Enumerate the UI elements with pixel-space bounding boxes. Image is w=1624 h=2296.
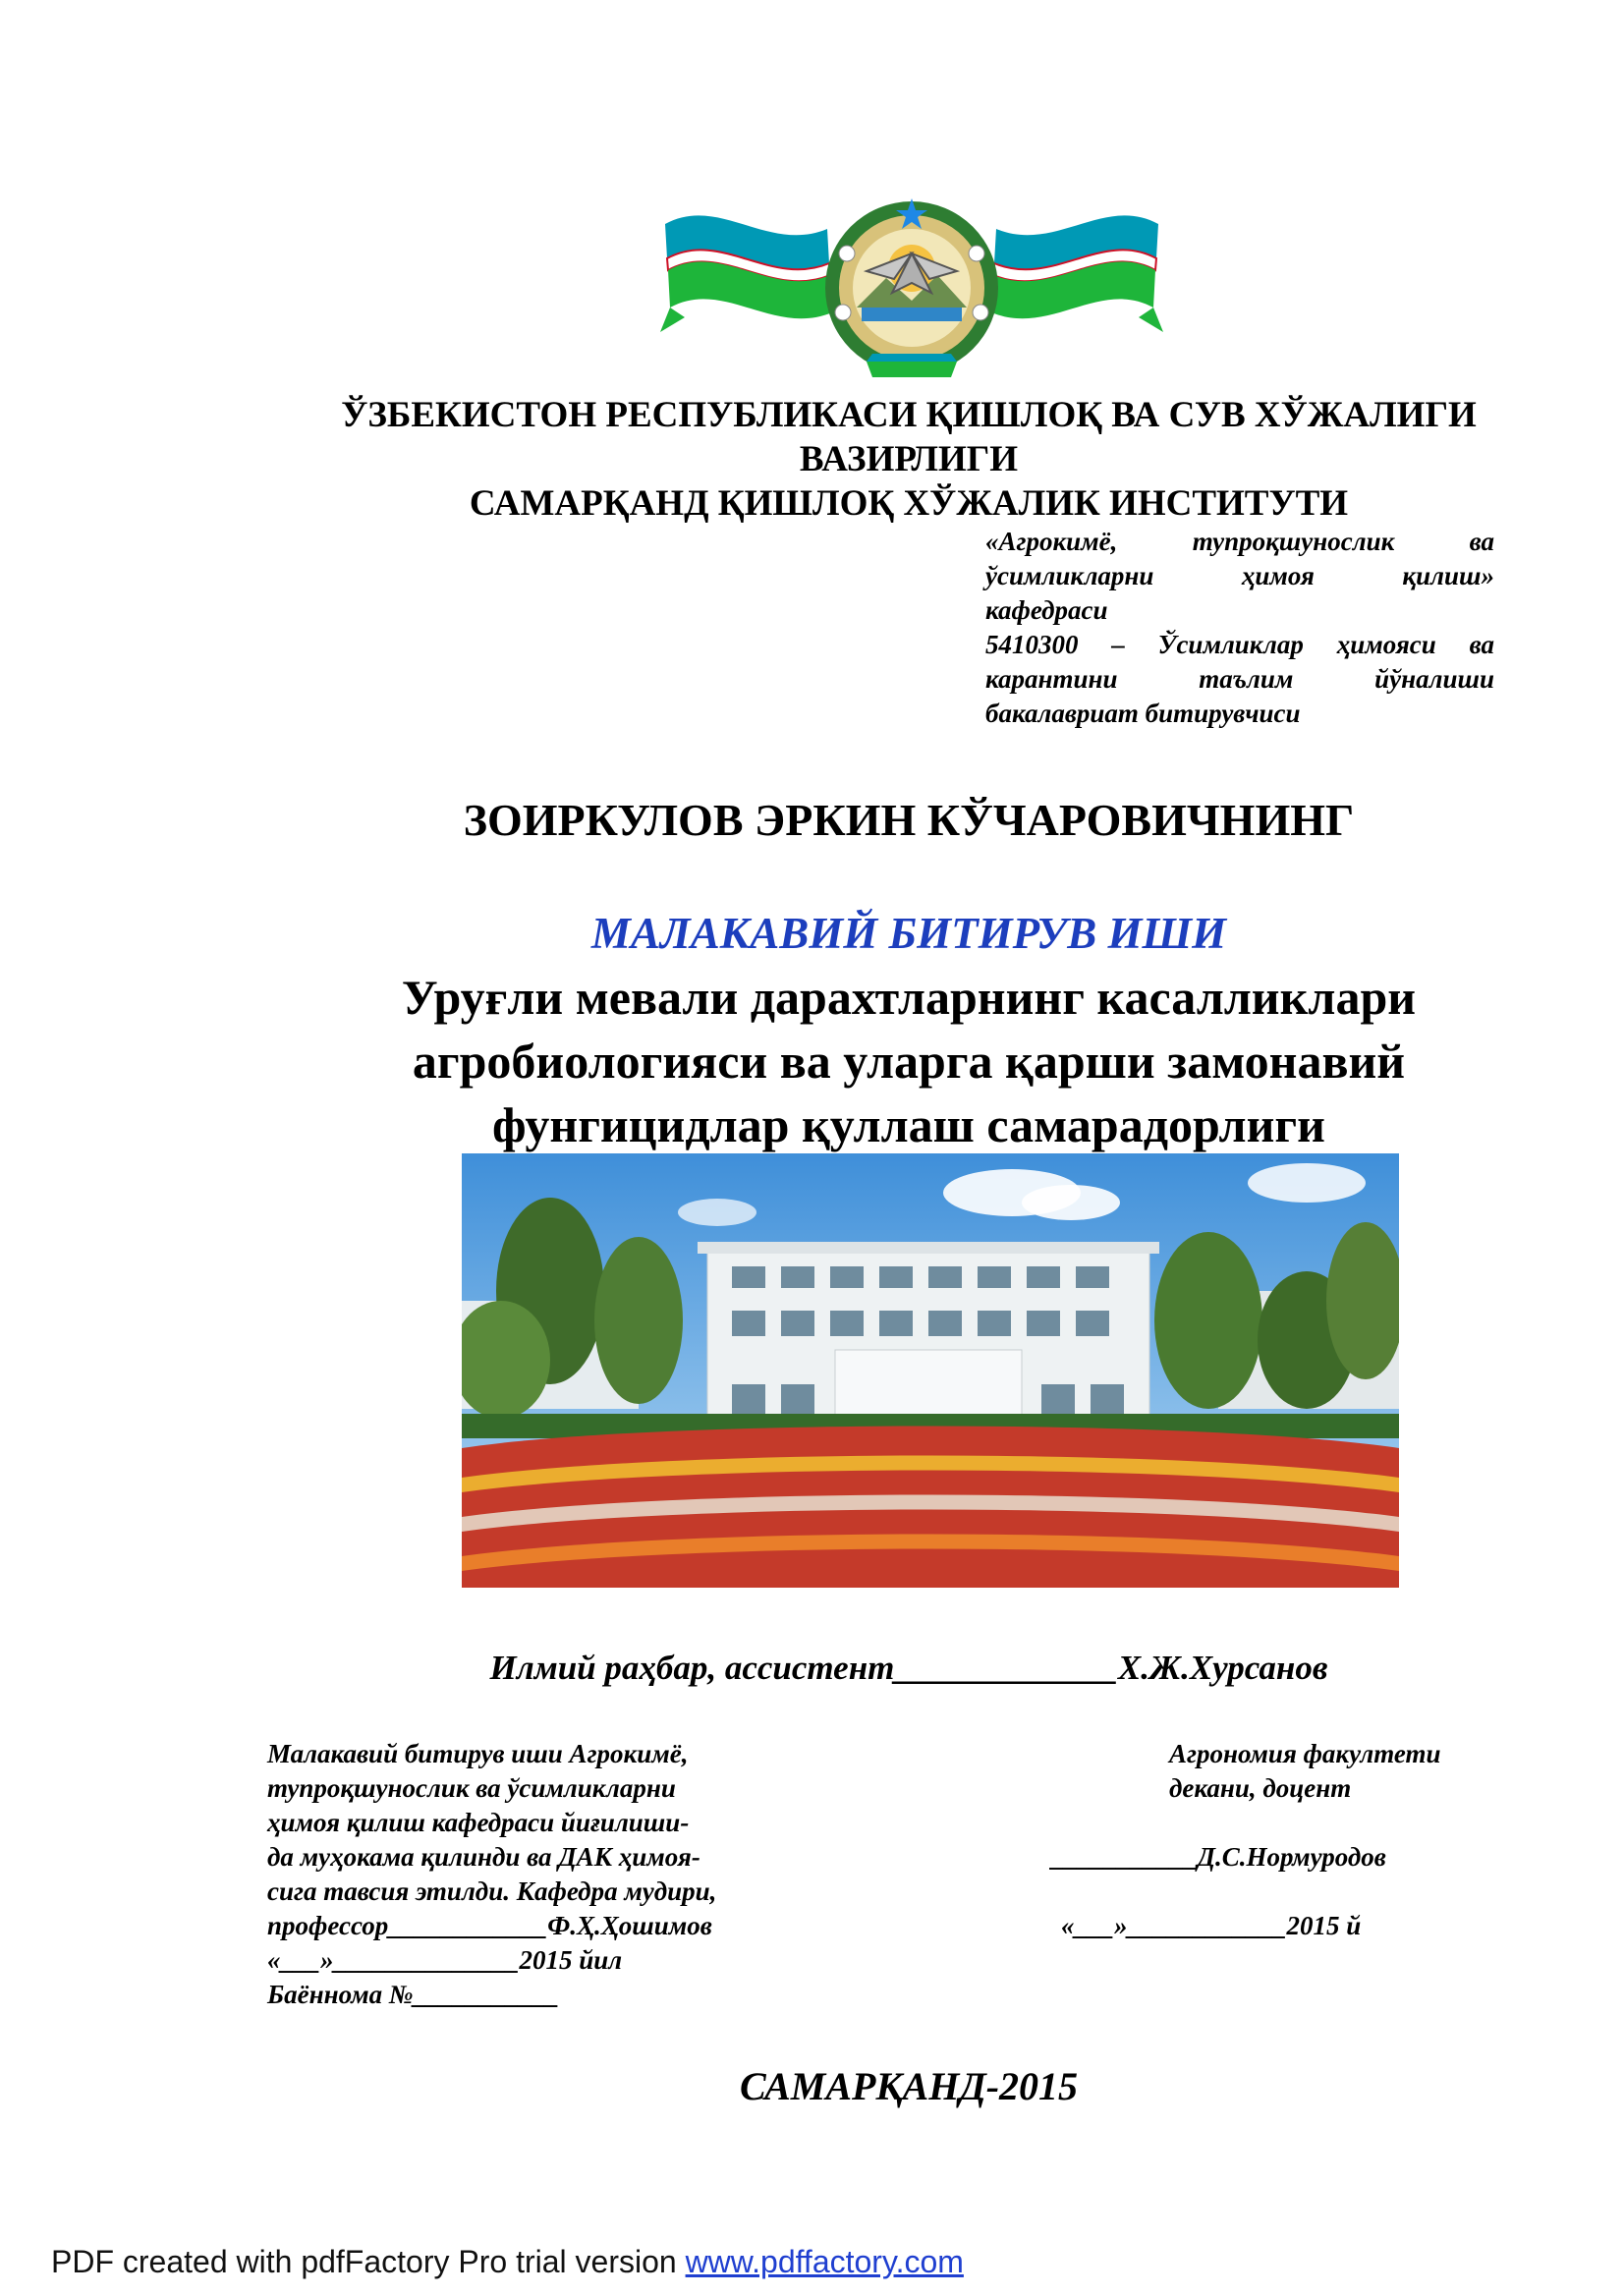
approval-line: ҳимоя қилиш кафедраси йиғилиши-	[267, 1808, 690, 1837]
dean-faculty: Агрономия факултети	[1169, 1739, 1441, 1768]
dean-title: декани, доцент	[1169, 1773, 1352, 1803]
thesis-title	[295, 966, 1523, 1157]
city-year: САМАРҚАНД-2015	[739, 2064, 1079, 2108]
institute-name: САМАРҚАНД ҚИШЛОҚ ХЎЖАЛИК ИНСТИТУТИ	[469, 483, 1349, 524]
supervisor-line: Илмий раҳбар, ассистент_____________Х.Ж.Хурсанов	[489, 1649, 1328, 1687]
department-line: ўсимликларни ҳимоя қилиш»	[985, 561, 1494, 590]
thesis-title-line: фунгицидлар қуллаш самарадорлиги	[492, 1097, 1325, 1152]
approval-line: профессор____________Ф.Ҳ.Ҳошимов	[267, 1911, 712, 1940]
approval-line: да муҳокама қилинди ва ДАК ҳимоя-	[267, 1842, 700, 1872]
state-emblem-logo	[660, 185, 1163, 381]
pdffactory-link[interactable]: www.pdffactory.com	[685, 2244, 964, 2279]
department-line: «Агрокимё, тупроқшунослик ва	[985, 527, 1494, 556]
thesis-title-line: Уруғли мевали дарахтларнинг касалликлари	[401, 970, 1417, 1025]
department-approval-block	[267, 1737, 857, 2012]
approval-line: Малакавий битирув иши Агрокимё,	[267, 1739, 689, 1768]
approval-line: «___»______________2015 йил	[267, 1945, 623, 1975]
approval-line: Баённома №___________	[267, 1980, 560, 2009]
dean-date: «___»____________2015 й	[1061, 1911, 1362, 1940]
work-type-heading: МАЛАКАВИЙ БИТИРУВ ИШИ	[590, 909, 1227, 958]
department-line: карантини таълим йўналиши	[985, 664, 1494, 694]
pdf-footer	[51, 2244, 964, 2280]
ministry-line-2: ВАЗИРЛИГИ	[799, 439, 1019, 479]
footer-text: PDF created with pdfFactory Pro trial version	[51, 2244, 686, 2279]
dean-approval-block	[982, 1737, 1533, 1943]
department-line: 5410300 – Ўсимликлар ҳимояси ва	[985, 630, 1494, 659]
student-name: ЗОИРКУЛОВ ЭРКИН КЎЧАРОВИЧНИНГ	[463, 795, 1355, 845]
approval-line: сига тавсия этилди. Кафедра мудири,	[267, 1876, 717, 1906]
ministry-heading	[295, 393, 1523, 526]
dean-signature: ___________Д.С.Нормуродов	[1051, 1842, 1386, 1872]
institute-building-photo	[462, 1153, 1399, 1588]
ministry-line-1: ЎЗБЕКИСТОН РЕСПУБЛИКАСИ ҚИШЛОҚ ВА СУВ ХЎЖАЛИГИ	[341, 395, 1477, 435]
approval-line: тупроқшунослик ва ўсимликларни	[267, 1773, 676, 1803]
department-line: бакалавриат битирувчиси	[985, 699, 1301, 728]
department-block	[985, 525, 1494, 731]
thesis-title-line: агробиологияси ва уларга қарши замонавий	[412, 1034, 1406, 1089]
department-line: кафедраси	[985, 595, 1108, 625]
